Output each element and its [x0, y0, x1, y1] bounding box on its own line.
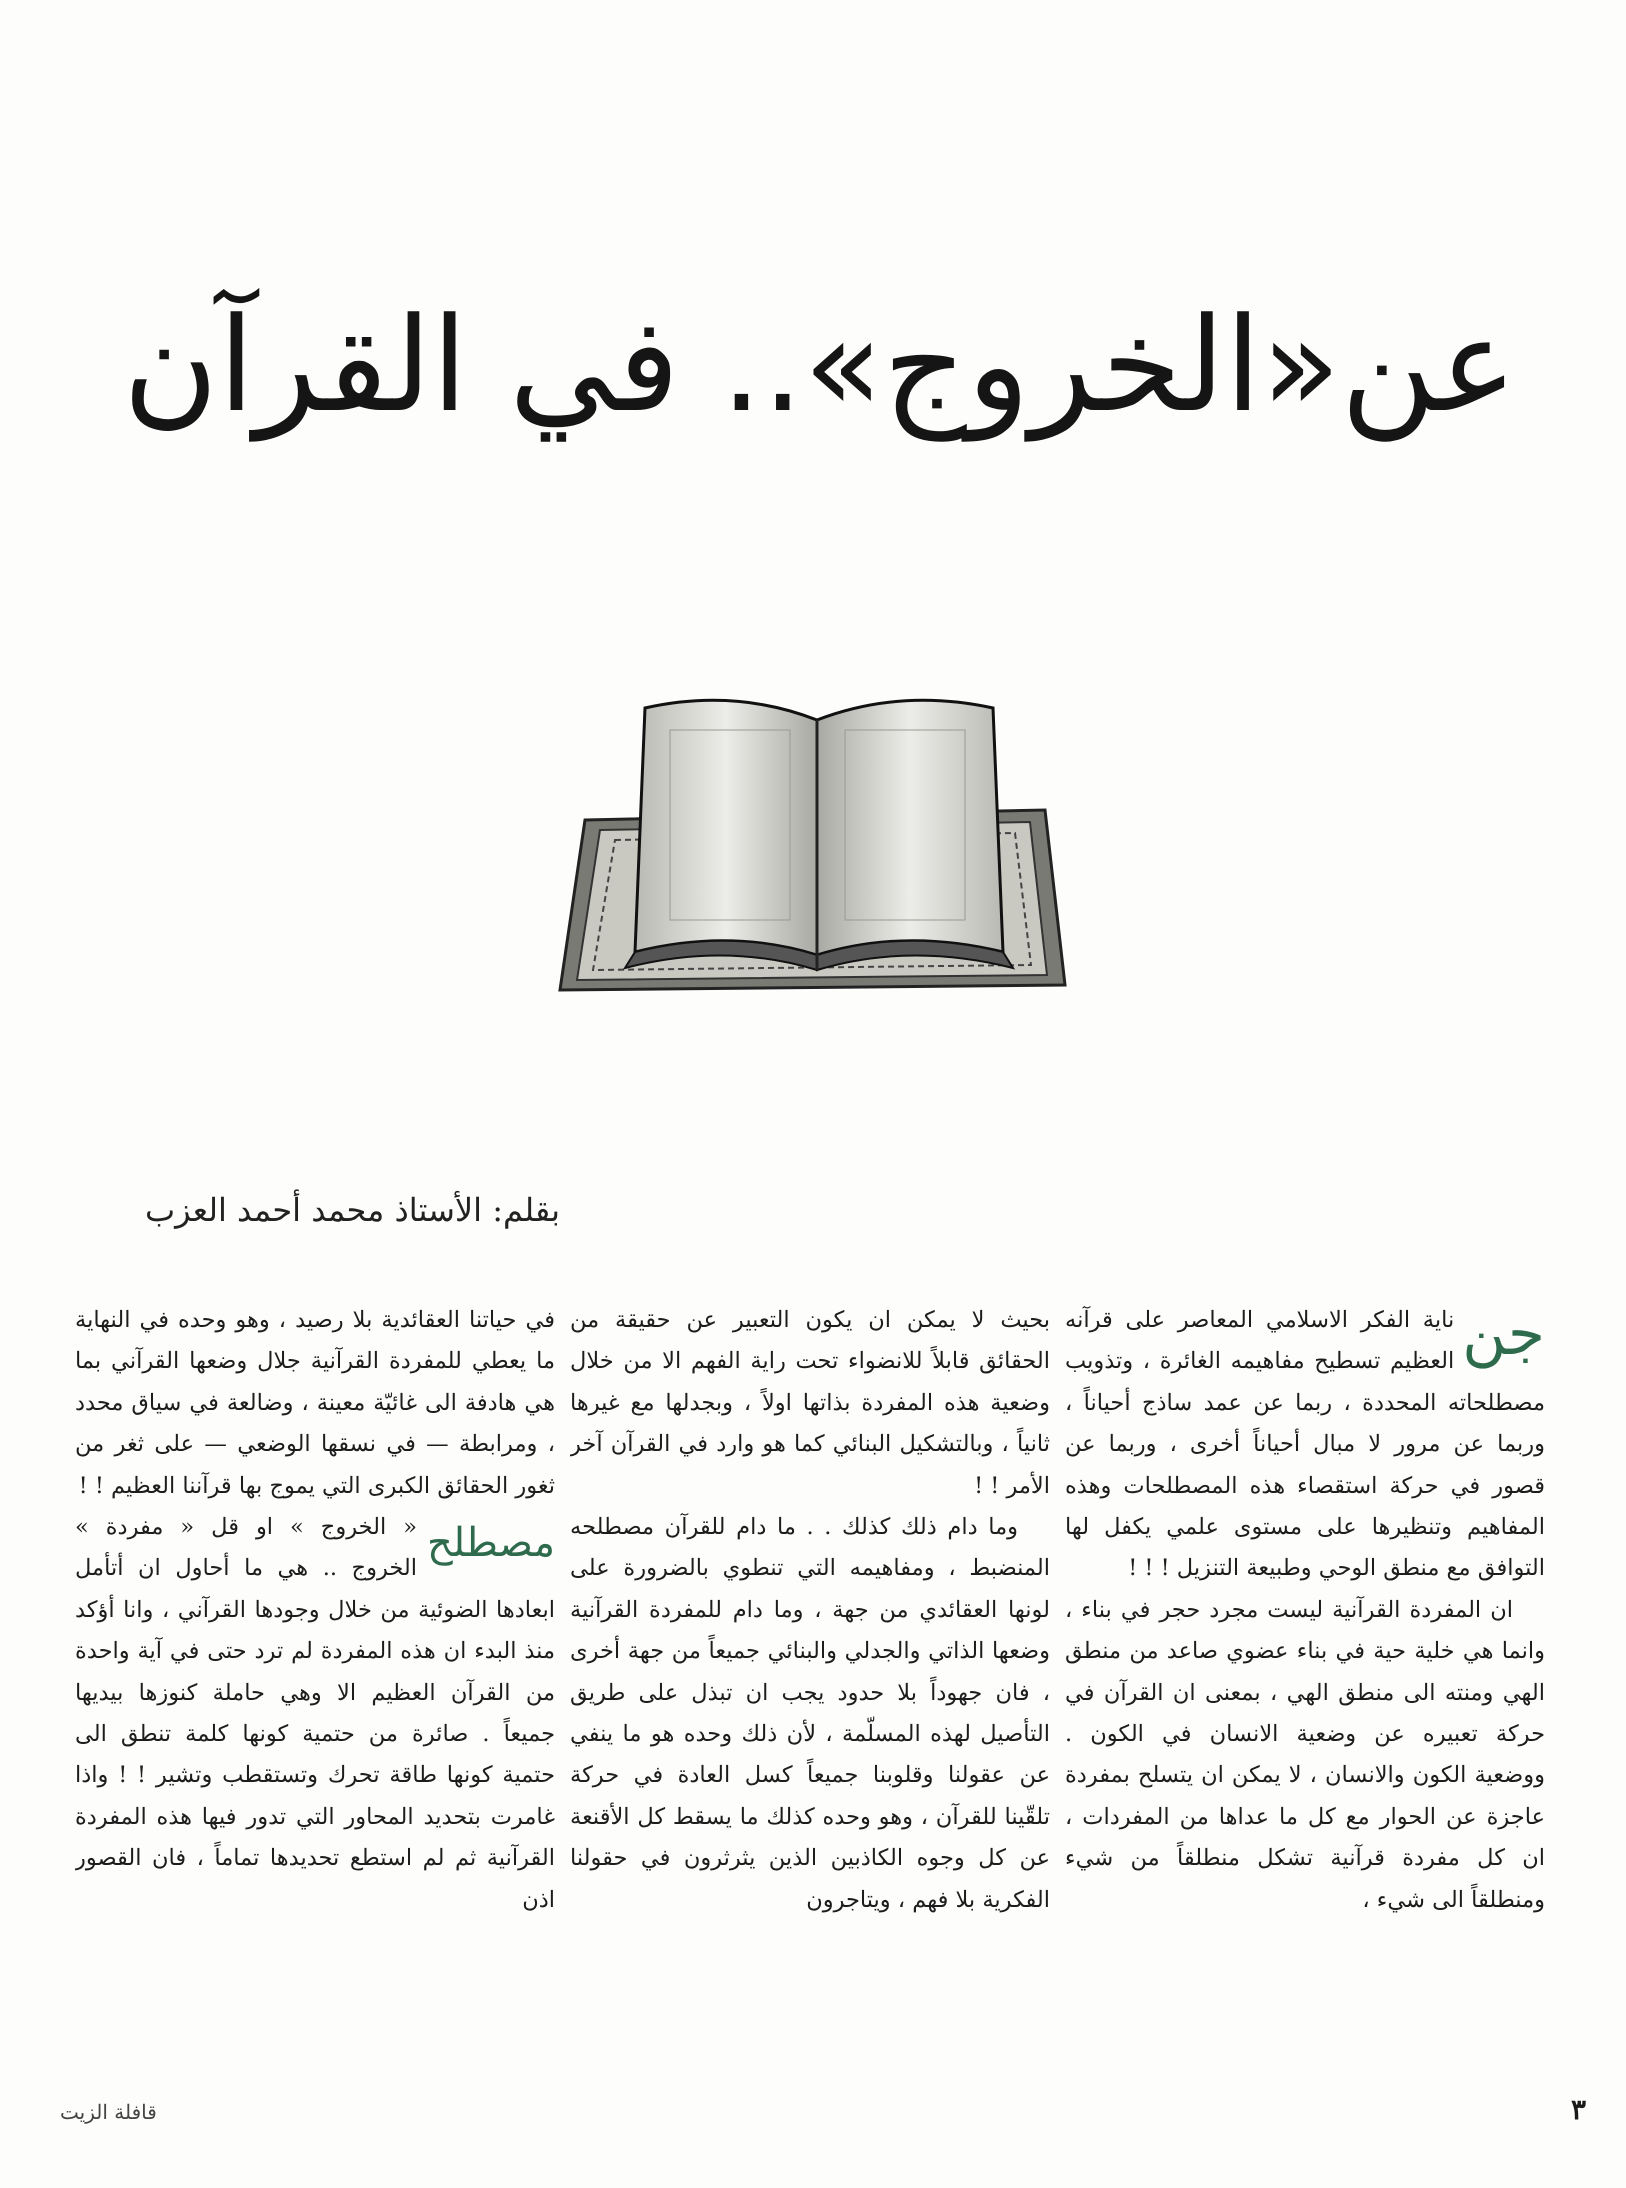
article-title: عن«الخروج».. في القرآن: [122, 289, 1518, 441]
magazine-name: قافلة الزيت: [60, 2100, 157, 2124]
drop-cap: جن: [1462, 1300, 1545, 1369]
paragraph: « الخروج » او قل « مفردة » الخروج .. هي ما أحاول ان أتأمل ابعادها الضوئية من خلال وجودها القرآني ، وانا أؤكد منذ البدء ان هذه المفردة لم ترد حتى في آية واحدة من القرآن العظيم الا وهي حاملة كنوزها بيديها جميعاً . صائرة من حتمية كونها كلمة تنطق الى حتمية كونها طاقة تحرك وتستقطب وتشير ! ! واذا غامرت بتحديد المحاور التي تدور فيها هذه المفردة القرآنية ثم لم استطع تحديدها تماماً ، فان القصور اذن: [75, 1514, 555, 1913]
text-column-1: [1065, 1300, 1545, 2070]
paragraph: ان المفردة القرآنية ليست مجرد حجر في بناء ، وانما هي خلية حية في بناء عضوي صاعد من منطق الهي ومنته الى منطق الهي ، بمعنى ان القرآن في حركة تعبيره عن وضعية الانسان في الكون . ووضعية الكون والانسان ، لا يمكن ان يتسلح بمفردة عاجزة عن الحوار مع كل ما عداها من المفردات ، ان كل مفردة قرآنية تشكل منطلقاً من شيء ومنطلقاً الى شيء ،: [1065, 1596, 1545, 1913]
paragraph: وما دام ذلك كذلك . . ما دام للقرآن مصطلحه المنضبط ، ومفاهيمه التي تنطوي بالضرورة على لونها العقائدي من جهة ، وما دام للمفردة القرآنية وضعها الذاتي والجدلي والبنائي جميعاً من جهة أخرى ، فان جهوداً بلا حدود يجب ان تبذل على طريق التأصيل لهذه المسلّمة ، لأن ذلك وحده هو ما ينفي عن عقولنا وقلوبنا جميعاً كسل العادة في حركة تلقّينا للقرآن ، وهو وحده كذلك ما يسقط كل الأقنعة عن كل وجوه الكاذبين الذين يثرثرون في حقولنا الفكرية بلا فهم ، ويتاجرون: [570, 1514, 1050, 1913]
paragraph: في حياتنا العقائدية بلا رصيد ، وهو وحده في النهاية ما يعطي للمفردة القرآنية جلال وضعها القرآني بما هي هادفة الى غائيّة معينة ، وضالعة في سياق محدد ، ومرابطة — في نسقها الوضعي — على ثغر من ثغور الحقائق الكبرى التي يموج بها قرآننا العظيم ! !: [75, 1307, 555, 1499]
section-heading: مصطلح: [427, 1520, 555, 1567]
page-number: ٣: [1570, 2093, 1586, 2126]
paragraph: بحيث لا يمكن ان يكون التعبير عن حقيقة من الحقائق قابلاً للانضواء تحت راية الفهم الا من خلال وضعية هذه المفردة بذاتها اولاً ، وبجدلها مع غيرها ثانياً ، وبالتشكيل البنائي كما هو وارد في القرآن آخر الأمر ! !: [570, 1307, 1050, 1499]
byline: بقلم: الأستاذ محمد أحمد العزب: [145, 1191, 560, 1229]
text-column-3: [75, 1300, 555, 2070]
paragraph: ناية الفكر الاسلامي المعاصر على قرآنه العظيم تسطيح مفاهيمه الغائرة ، وتذويب مصطلحاته المحددة ، ربما عن عمد ساذج أحياناً ، وربما عن مرور لا مبال أحياناً أخرى ، وربما عن قصور في حركة استقصاء هذه المصطلحات وهذه المفاهيم وتنظيرها على مستوى علمي يكفل لها التوافق مع منطق الوحي وطبيعة التنزيل ! ! !: [1065, 1307, 1545, 1582]
open-book-illustration: [555, 690, 1075, 1020]
text-column-2: [570, 1300, 1050, 2070]
